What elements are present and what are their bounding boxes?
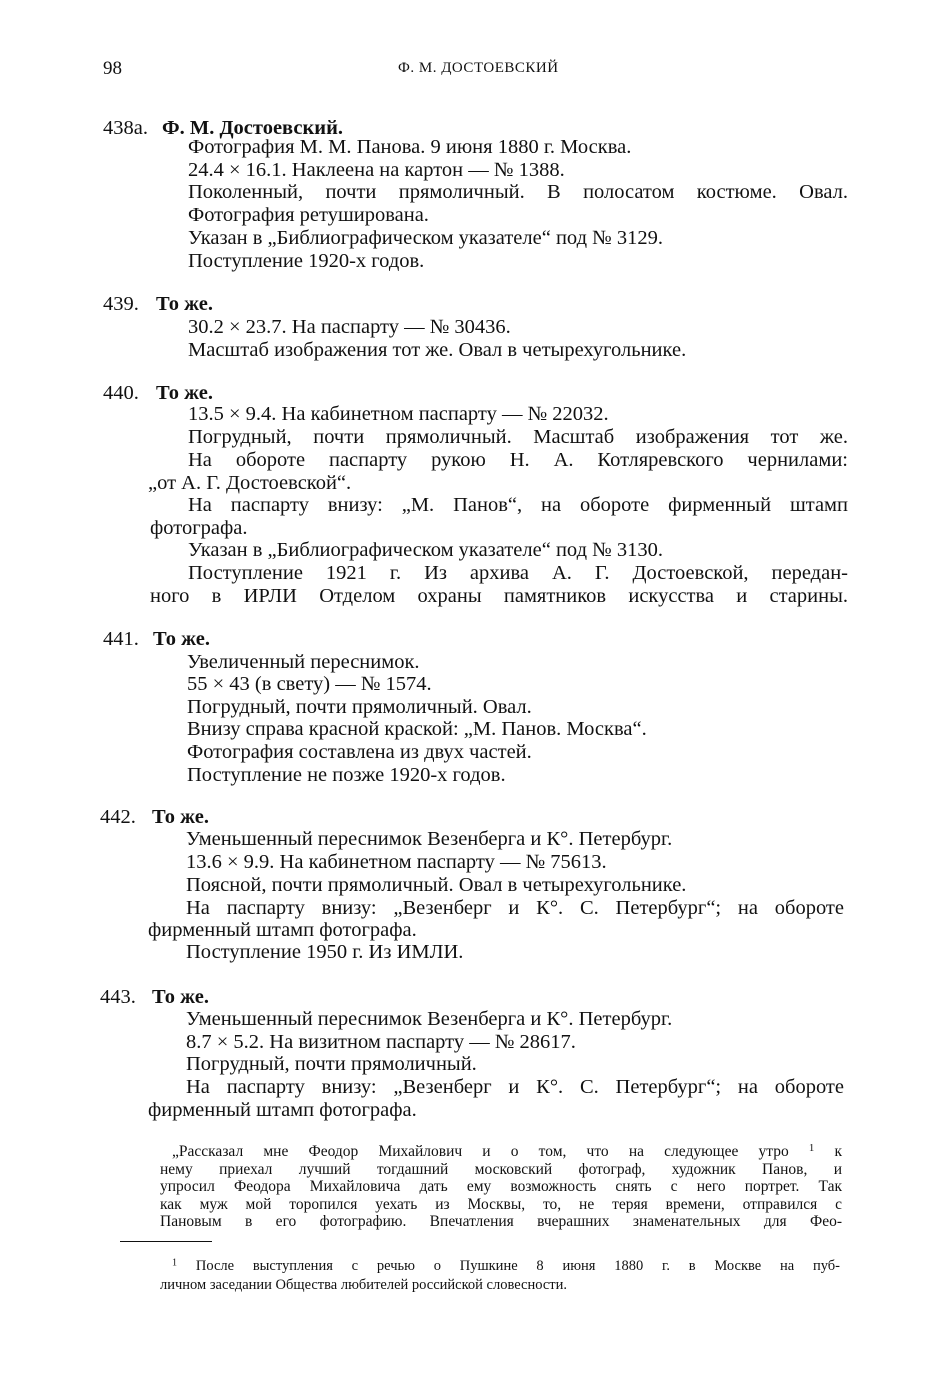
entry-line: На паспарту внизу: „Везенберг и К°. С. Петербург“; на обороте [186, 897, 844, 919]
entry-line: Погрудный, почти прямоличный. Масштаб изображения тот же. [188, 426, 848, 448]
entry-line: 55 × 43 (в свету) — № 1574. [187, 673, 432, 695]
entry-line: Поступление 1950 г. Из ИМЛИ. [186, 941, 464, 963]
entry-title: То же. [156, 293, 213, 315]
entry-line: 13.6 × 9.9. На кабинетном паспарту — № 75613. [186, 851, 607, 873]
footnote-marker: 1 [172, 1257, 178, 1269]
entry-number: 438а. [103, 117, 148, 139]
entry-line: Указан в „Библиографическом указателе“ под № 3129. [188, 227, 663, 249]
entry-line: Масштаб изображения тот же. Овал в четырехугольнике. [188, 339, 687, 361]
entry-title: То же. [156, 382, 213, 404]
entry-line: Поступление 1921 г. Из архива А. Г. Достоевской, передан- [188, 562, 848, 584]
entry-line: Поколенный, почти прямоличный. В полосатом костюме. Овал. [188, 181, 848, 203]
quote-line: „Рассказал мне Феодор Михайлович и о том, что на следующее утро $^1$ к [172, 1142, 843, 1160]
entry-line: Поясной, почти прямоличный. Овал в четырехугольнике. [186, 874, 687, 896]
entry-line: Уменьшенный переснимок Везенберга и К°. Петербург. [186, 828, 673, 850]
footnote-divider [120, 1241, 212, 1242]
entry-line: Указан в „Библиографическом указателе“ под № 3130. [188, 539, 663, 561]
entry-number: 440. [103, 382, 139, 404]
entry-title: То же. [152, 986, 209, 1008]
entry-line: Поступление 1920-х годов. [188, 250, 425, 272]
entry-line: На паспарту внизу: „Везенберг и К°. С. Петербург“; на обороте [186, 1076, 844, 1098]
quote-line: как муж мой торопился уехать из Москвы, то, не теряя времени, отправился с [160, 1196, 842, 1213]
entry-title: То же. [153, 628, 210, 650]
entry-line: „от А. Г. Достоевской“. [148, 472, 352, 494]
entry-line: 8.7 × 5.2. На визитном паспарту — № 28617. [186, 1031, 576, 1053]
entry-line: Фотография составлена из двух частей. [187, 741, 532, 763]
entry-line: Погрудный, почти прямоличный. [186, 1053, 477, 1075]
entry-number: 443. [100, 986, 136, 1008]
entry-line: фирменный штамп фотографа. [148, 1099, 417, 1121]
footnote-reference: 1 [808, 1142, 815, 1155]
entry-title: То же. [152, 806, 209, 828]
footnote-line: $^1$ После выступления с речью о Пушкине 8 июня 1880 г. в Москве на пуб- [172, 1257, 841, 1274]
entry-line: Внизу справа красной краской: „М. Панов. Москва“. [187, 718, 647, 740]
entry-number: 441. [103, 628, 139, 650]
page-number: 98 [103, 58, 122, 79]
entry-line: Уменьшенный переснимок Везенберга и К°. Петербург. [186, 1008, 673, 1030]
entry-line: 30.2 × 23.7. На паспарту — № 30436. [188, 316, 511, 338]
entry-line: На обороте паспарту рукою Н. А. Котляревского чернилами: [188, 449, 848, 471]
entry-number: 439. [103, 293, 139, 315]
entry-title: Ф. М. Достоевский. [162, 117, 344, 139]
entry-line: 13.5 × 9.4. На кабинетном паспарту — № 22032. [188, 403, 609, 425]
entry-line: Поступление не позже 1920-х годов. [187, 764, 506, 786]
entry-number: 442. [100, 806, 136, 828]
entry-line: Фотография ретуширована. [188, 204, 429, 226]
entry-line: Погрудный, почти прямоличный. Овал. [187, 696, 532, 718]
entry-line: ного в ИРЛИ Отделом охраны памятников искусства и старины. [150, 585, 848, 607]
entry-line: фотографа. [150, 517, 248, 539]
quote-line: Пановым в его фотографию. Впечатления вчерашних знаменательных для Фео- [160, 1213, 842, 1230]
entry-line: 24.4 × 16.1. Наклеена на картон — № 1388. [188, 159, 565, 181]
quote-line: нему приехал лучший тогдашний московский фотограф, художник Панов, и [160, 1161, 842, 1178]
running-title: Ф. М. ДОСТОЕВСКИЙ [398, 60, 559, 76]
entry-line: На паспарту внизу: „М. Панов“, на обороте фирменный штамп [188, 494, 848, 516]
quote-line: упросил Феодора Михайловича дать ему возможность снять с него портрет. Так [160, 1178, 842, 1195]
entry-line: фирменный штамп фотографа. [148, 919, 417, 941]
entry-line: Увеличенный переснимок. [187, 651, 420, 673]
entry-line: Фотография М. М. Панова. 9 июня 1880 г. Москва. [188, 136, 632, 158]
footnote-line: личном заседании Общества любителей российской словесности. [160, 1277, 567, 1293]
